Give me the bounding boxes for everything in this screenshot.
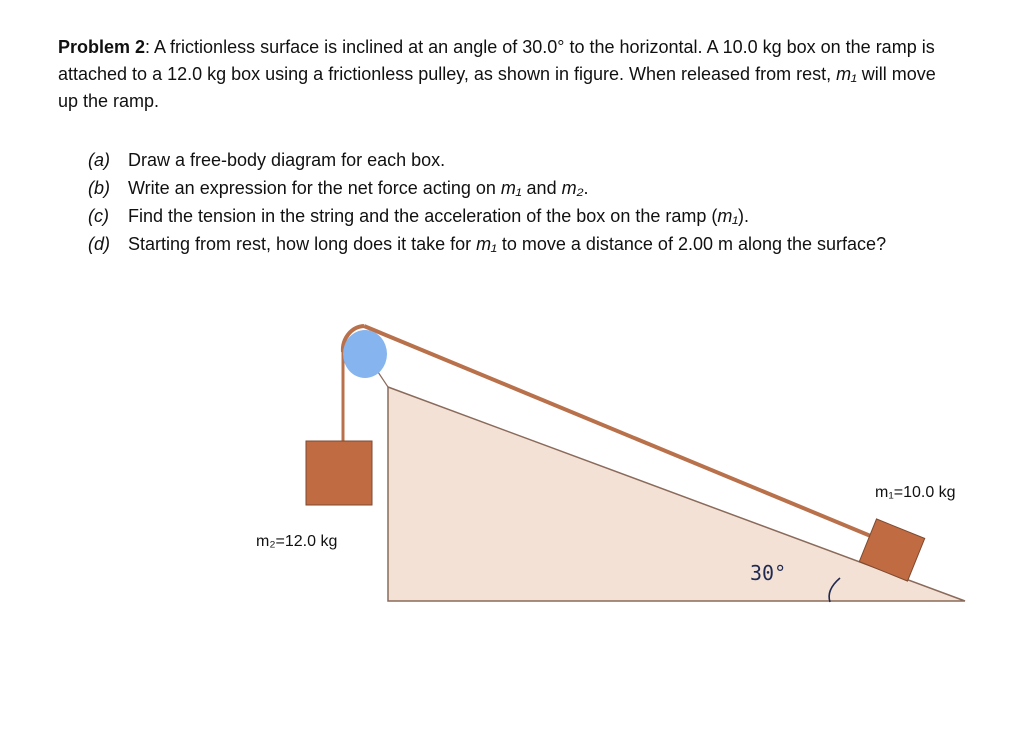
part-d-key: (d) [88, 234, 110, 254]
angle-label: 30° [750, 561, 787, 585]
problem-text-end: will move up the ramp. [58, 64, 936, 111]
box-m2 [306, 441, 372, 505]
part-a-key: (a) [88, 150, 110, 170]
part-c-text: Find the tension in the string and the acceleration of the box on the ramp (m₁). [128, 206, 750, 226]
part-b-key: (b) [88, 178, 110, 198]
m1-label: m₁=10.0 kg [875, 484, 956, 501]
pulley [343, 330, 387, 378]
problem-text: : A frictionless surface is inclined at an angle of 30.0° to the horizontal. A 10.0 kg box on the ramp is attached to a 12.0 kg box using a frictionless pulley, as shown in figure. When released from rest, [58, 37, 935, 84]
part-b-text: Write an expression for the net force acting on m₁ and m₂. [128, 178, 589, 198]
part-d-text: Starting from rest, how long does it take for m₁ to move a distance of 2.00 m along the surface? [128, 234, 887, 254]
part-c-key: (c) [88, 206, 109, 226]
problem-label: Problem 2 [58, 37, 146, 57]
m2-label: m₂=12.0 kg [256, 533, 338, 550]
part-a-text: Draw a free-body diagram for each box. [128, 150, 446, 170]
pulley-support [378, 372, 388, 387]
m1-symbol: m₁ [836, 64, 857, 84]
